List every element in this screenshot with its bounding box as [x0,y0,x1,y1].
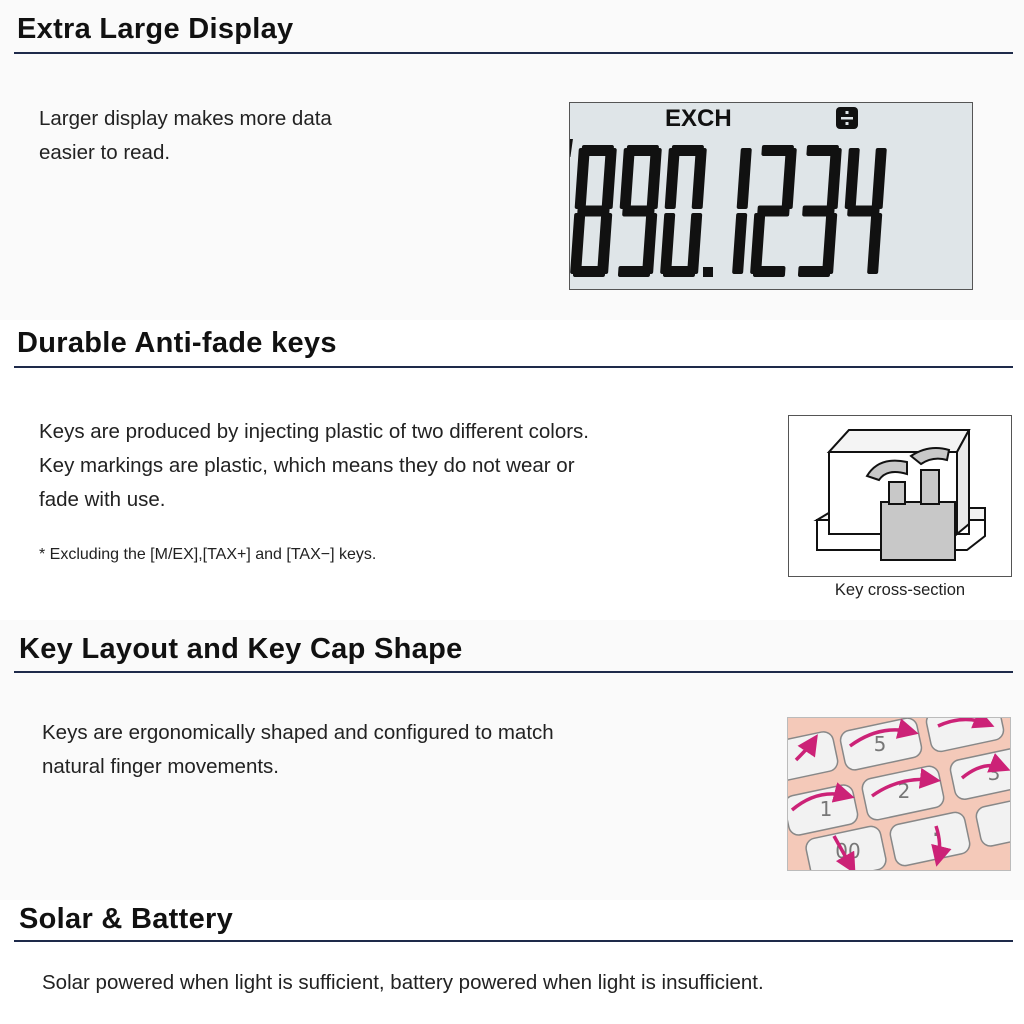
section-body-keys: Keys are produced by injecting plastic of two different colors. Key markings are plastic, which means they do not wear or fade with use. [39,420,589,511]
lcd-digit-2-segment [750,213,765,274]
key-cross-section-illustration [788,415,1012,577]
lcd-digit-0-segment [665,148,680,209]
lcd-display-illustration [569,102,973,290]
section-rule [14,366,1013,368]
section-title-keys: Durable Anti-fade keys [17,327,337,359]
lcd-digit-8-segment [602,148,617,209]
section-body-layout: Keys are ergonomically shaped and configured to match natural finger movements. [42,721,554,778]
lcd-digit-4-segment [867,213,882,274]
section-title-layout: Key Layout and Key Cap Shape [19,633,463,665]
lcd-apostrophe [570,139,573,157]
lcd-digit-8-segment [577,206,610,217]
lcd-digit-9-segment [647,148,662,209]
section-body-power: Solar powered when light is sufficient, battery powered when light is insufficient. [42,971,764,994]
section-rule [14,52,1013,54]
keypad-key-1: 1 [819,797,833,821]
section-title-display: Extra Large Display [17,13,294,45]
keypad-key-5: 5 [873,732,887,756]
lcd-digit-4-segment [872,148,887,209]
lcd-digit-1-segment [732,213,747,274]
lcd-digit-3-segment [798,266,831,277]
lcd-digit-2-segment [753,266,786,277]
lcd-digit-9-segment [620,148,635,209]
keypad-key-dot: . [931,810,941,843]
lcd-digit-2-segment [782,148,797,209]
lcd-digit-9-segment [622,206,655,217]
section-rule [14,940,1013,942]
lcd-digit-4-segment [845,148,860,209]
section-title-power: Solar & Battery [19,903,234,935]
lcd-digit-0-segment [692,148,707,209]
lcd-decimal-point [703,267,713,277]
lcd-digit-8-segment [597,213,612,274]
section-rule [14,671,1013,673]
keypad-key-3: 3 [987,761,1001,785]
lcd-indicator-exch: EXCH [665,105,732,132]
keypad-finger-movement-illustration [787,717,1011,871]
lcd-digit-3-segment [827,148,842,209]
key-cross-section-caption: Key cross-section [834,581,966,599]
lcd-digit-9-segment [642,213,657,274]
lcd-digit-8-segment [575,148,590,209]
lcd-digit-3-segment [822,213,837,274]
keypad-key-2: 2 [897,779,911,803]
keypad-key-00: 00 [835,839,861,863]
section-footnote-keys: * Excluding the [M/EX],[TAX+] and [TAX−] keys. [39,546,377,563]
lcd-digit-0-segment [660,213,675,274]
lcd-digit-9-segment [618,266,651,277]
lcd-digits [570,103,973,290]
lcd-digit-0-segment [687,213,702,274]
section-body-display: Larger display makes more data easier to read. [39,107,332,164]
lcd-digit-1-segment [737,148,752,209]
lcd-digit-8-segment [570,213,585,274]
